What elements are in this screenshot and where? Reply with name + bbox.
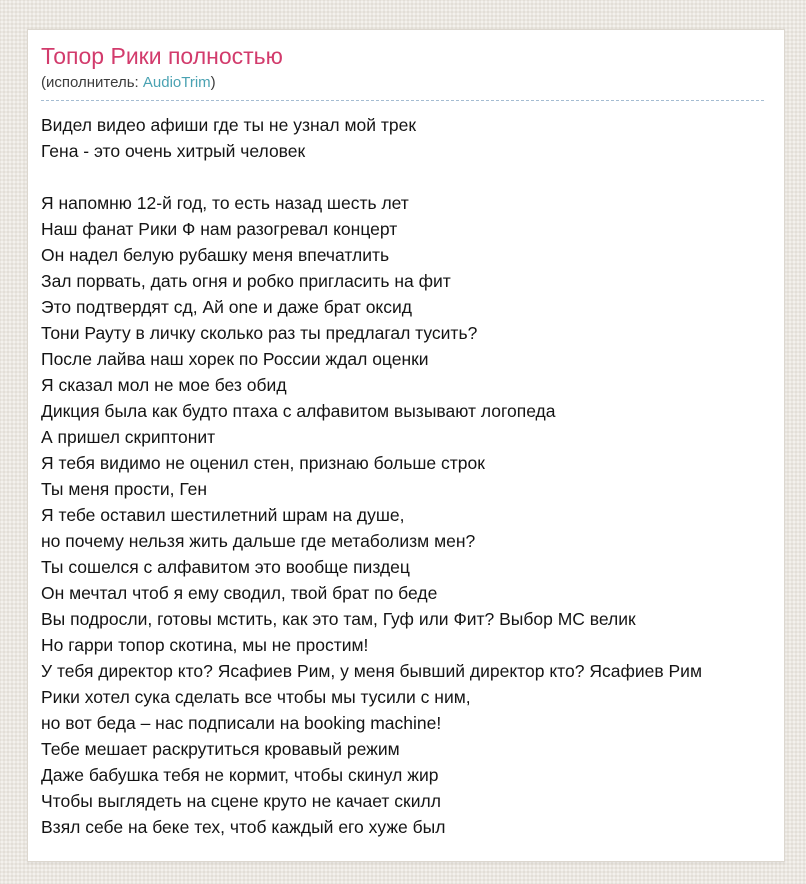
artist-row bbox=[41, 73, 764, 101]
lyric-line: Вы подросли, готовы мстить, как это там, Гуф или Фит? Выбор МС велик bbox=[41, 608, 636, 629]
lyric-line: Он надел белую рубашку меня впечатлить bbox=[41, 244, 390, 265]
artist-link[interactable]: AudioTrim bbox=[142, 74, 211, 92]
lyric-line: Гена - это очень хитрый человек bbox=[41, 140, 306, 161]
lyric-line: Я тебе оставил шестилетний шрам на душе, bbox=[41, 504, 405, 525]
lyric-line: Я сказал мол не мое без обид bbox=[41, 374, 287, 395]
lyric-line: Дикция была как будто птаха с алфавитом вызывают логопеда bbox=[41, 400, 556, 421]
lyric-line: После лайва наш хорек по России ждал оценки bbox=[41, 348, 429, 369]
lyric-line bbox=[41, 164, 764, 190]
lyric-line: Но гарри топор скотина, мы не простим! bbox=[41, 634, 369, 655]
lyric-line: Взял себе на беке тех, чтоб каждый его хуже был bbox=[41, 816, 446, 837]
lyric-line: Видел видео афиши где ты не узнал мой трек bbox=[41, 114, 416, 135]
artist-label: (исполнитель: bbox=[41, 74, 143, 92]
lyric-line: Ты сошелся с алфавитом это вообще пиздец bbox=[41, 556, 410, 577]
lyric-line: Даже бабушка тебя не кормит, чтобы скинул жир bbox=[41, 764, 439, 785]
lyric-line: Тони Рауту в личку сколько раз ты предлагал тусить? bbox=[41, 322, 478, 343]
lyric-line: Чтобы выглядеть на сцене круто не качает скилл bbox=[41, 790, 441, 811]
lyrics-card bbox=[27, 29, 785, 862]
lyric-line: Это подтвердят сд, Ай one и даже брат оксид bbox=[41, 296, 413, 317]
lyric-line: но почему нельзя жить дальше где метаболизм мен? bbox=[41, 530, 476, 551]
lyric-line: Зал порвать, дать огня и робко пригласить на фит bbox=[41, 270, 451, 291]
artist-label-suffix: ) bbox=[210, 74, 216, 92]
lyric-line: Ты меня прости, Ген bbox=[41, 478, 208, 499]
lyric-line: Рики хотел сука сделать все чтобы мы тусили с ним, bbox=[41, 686, 471, 707]
lyric-line: Я тебя видимо не оценил стен, признаю больше строк bbox=[41, 452, 485, 473]
lyric-line: Я напомню 12-й год, то есть назад шесть лет bbox=[41, 192, 409, 213]
lyric-line: но вот беда – нас подписали на booking machine! bbox=[41, 712, 442, 733]
lyric-line: Наш фанат Рики Ф нам разогревал концерт bbox=[41, 218, 398, 239]
lyric-line: Тебе мешает раскрутиться кровавый режим bbox=[41, 738, 400, 759]
lyric-line: А пришел скриптонит bbox=[41, 426, 216, 447]
page-title: Топор Рики полностью bbox=[41, 43, 283, 69]
lyric-line: У тебя директор кто? Ясафиев Рим, у меня бывший директор кто? Ясафиев Рим bbox=[41, 660, 702, 681]
lyrics-text bbox=[41, 112, 764, 840]
lyric-line: Он мечтал чтоб я ему сводил, твой брат по беде bbox=[41, 582, 438, 603]
